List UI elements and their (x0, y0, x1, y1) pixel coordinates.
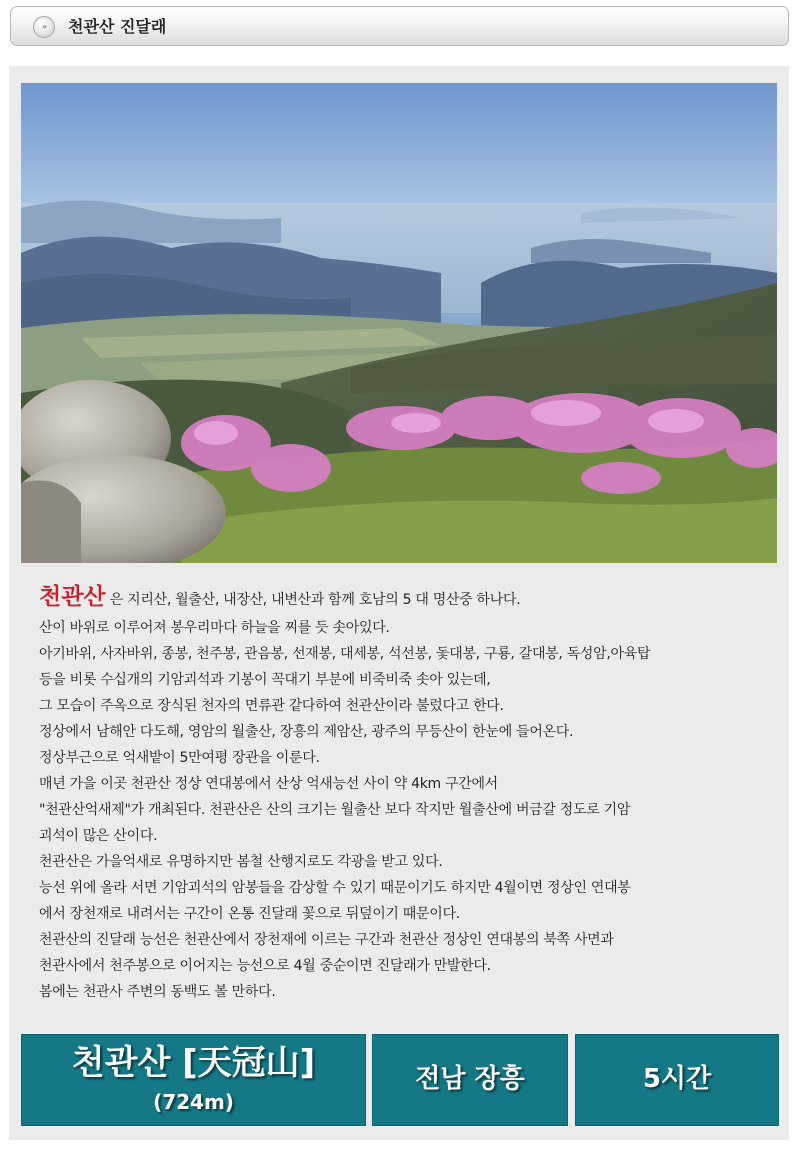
page-title-bar (10, 6, 789, 46)
mountain-name-title: 천관산 [天冠山] (71, 1043, 316, 1083)
duration-label: 5시간 (642, 1064, 712, 1094)
description-line: 정상에서 남해안 다도해, 영암의 월출산, 장흥의 제암산, 광주의 무등산이 한눈에 들어온다. (39, 724, 574, 740)
description-line: 산이 바위로 이루어져 봉우리마다 하늘을 찌를 듯 솟아있다. (39, 620, 390, 636)
duration-box (575, 1034, 779, 1126)
page-title: 천관산 진달래 (68, 17, 167, 36)
description-line: 등을 비롯 수십개의 기암괴석과 기봉이 꼭대기 부분에 비죽비죽 솟아 있는데, (39, 672, 491, 688)
description-line: 매년 가을 이곳 천관산 정상 연대봉에서 산상 억새능선 사이 약 4km 구간에서 (39, 776, 498, 792)
description-intro: 은 지리산, 월출산, 내장산, 내변산과 함께 호남의 5 대 명산중 하나다. (105, 592, 521, 608)
description-line: 천관산의 진달래 능선은 천관산에서 장천재에 이르는 구간과 천관산 정상인 연대봉의 북쪽 사면과 (39, 932, 614, 948)
mountain-azalea-photo (21, 83, 777, 563)
mountain-info-row (21, 1034, 779, 1126)
mountain-description (39, 582, 774, 1005)
mountain-height: (724m) (153, 1090, 234, 1114)
description-line: 에서 장천재로 내려서는 구간이 온통 진달래 꽃으로 뒤덮이기 때문이다. (39, 906, 460, 922)
description-line: 아기바위, 사자바위, 종봉, 천주봉, 관음봉, 선재봉, 대세봉, 석선봉, 돛대봉, 구룡, 갈대봉, 독성암,아육탑 (39, 646, 651, 662)
region-box (372, 1034, 568, 1126)
description-first-line (39, 582, 774, 615)
mountain-name-highlight: 천관산 (39, 584, 106, 610)
content-panel (9, 66, 789, 1140)
mountain-name-box (21, 1034, 366, 1126)
landscape-illustration (21, 83, 777, 563)
description-line: 그 모습이 주옥으로 장식된 천자의 면류관 같다하여 천관산이라 불렀다고 한다. (39, 698, 504, 714)
description-line: 천관산은 가을억새로 유명하지만 봄철 산행지로도 각광을 받고 있다. (39, 854, 443, 870)
description-line: "천관산억새제"가 개최된다. 천관산은 산의 크기는 월출산 보다 작지만 월출산에 버금갈 정도로 기암 (39, 802, 631, 818)
description-line: 괴석이 많은 산이다. (39, 828, 158, 844)
description-line: 봄에는 천관사 주변의 동백도 볼 만하다. (39, 984, 276, 1000)
bullet-icon: » (33, 16, 55, 38)
description-line: 능선 위에 올라 서면 기암괴석의 암봉들을 감상할 수 있기 때문이기도 하지만 4월이면 정상인 연대봉 (39, 880, 631, 896)
description-line: 정상부근으로 억새밭이 5만여평 장관을 이룬다. (39, 750, 320, 766)
region-label: 전남 장흥 (415, 1064, 525, 1094)
description-line: 천관사에서 천주봉으로 이어지는 능선으로 4월 중순이면 진달래가 만발한다. (39, 958, 491, 974)
